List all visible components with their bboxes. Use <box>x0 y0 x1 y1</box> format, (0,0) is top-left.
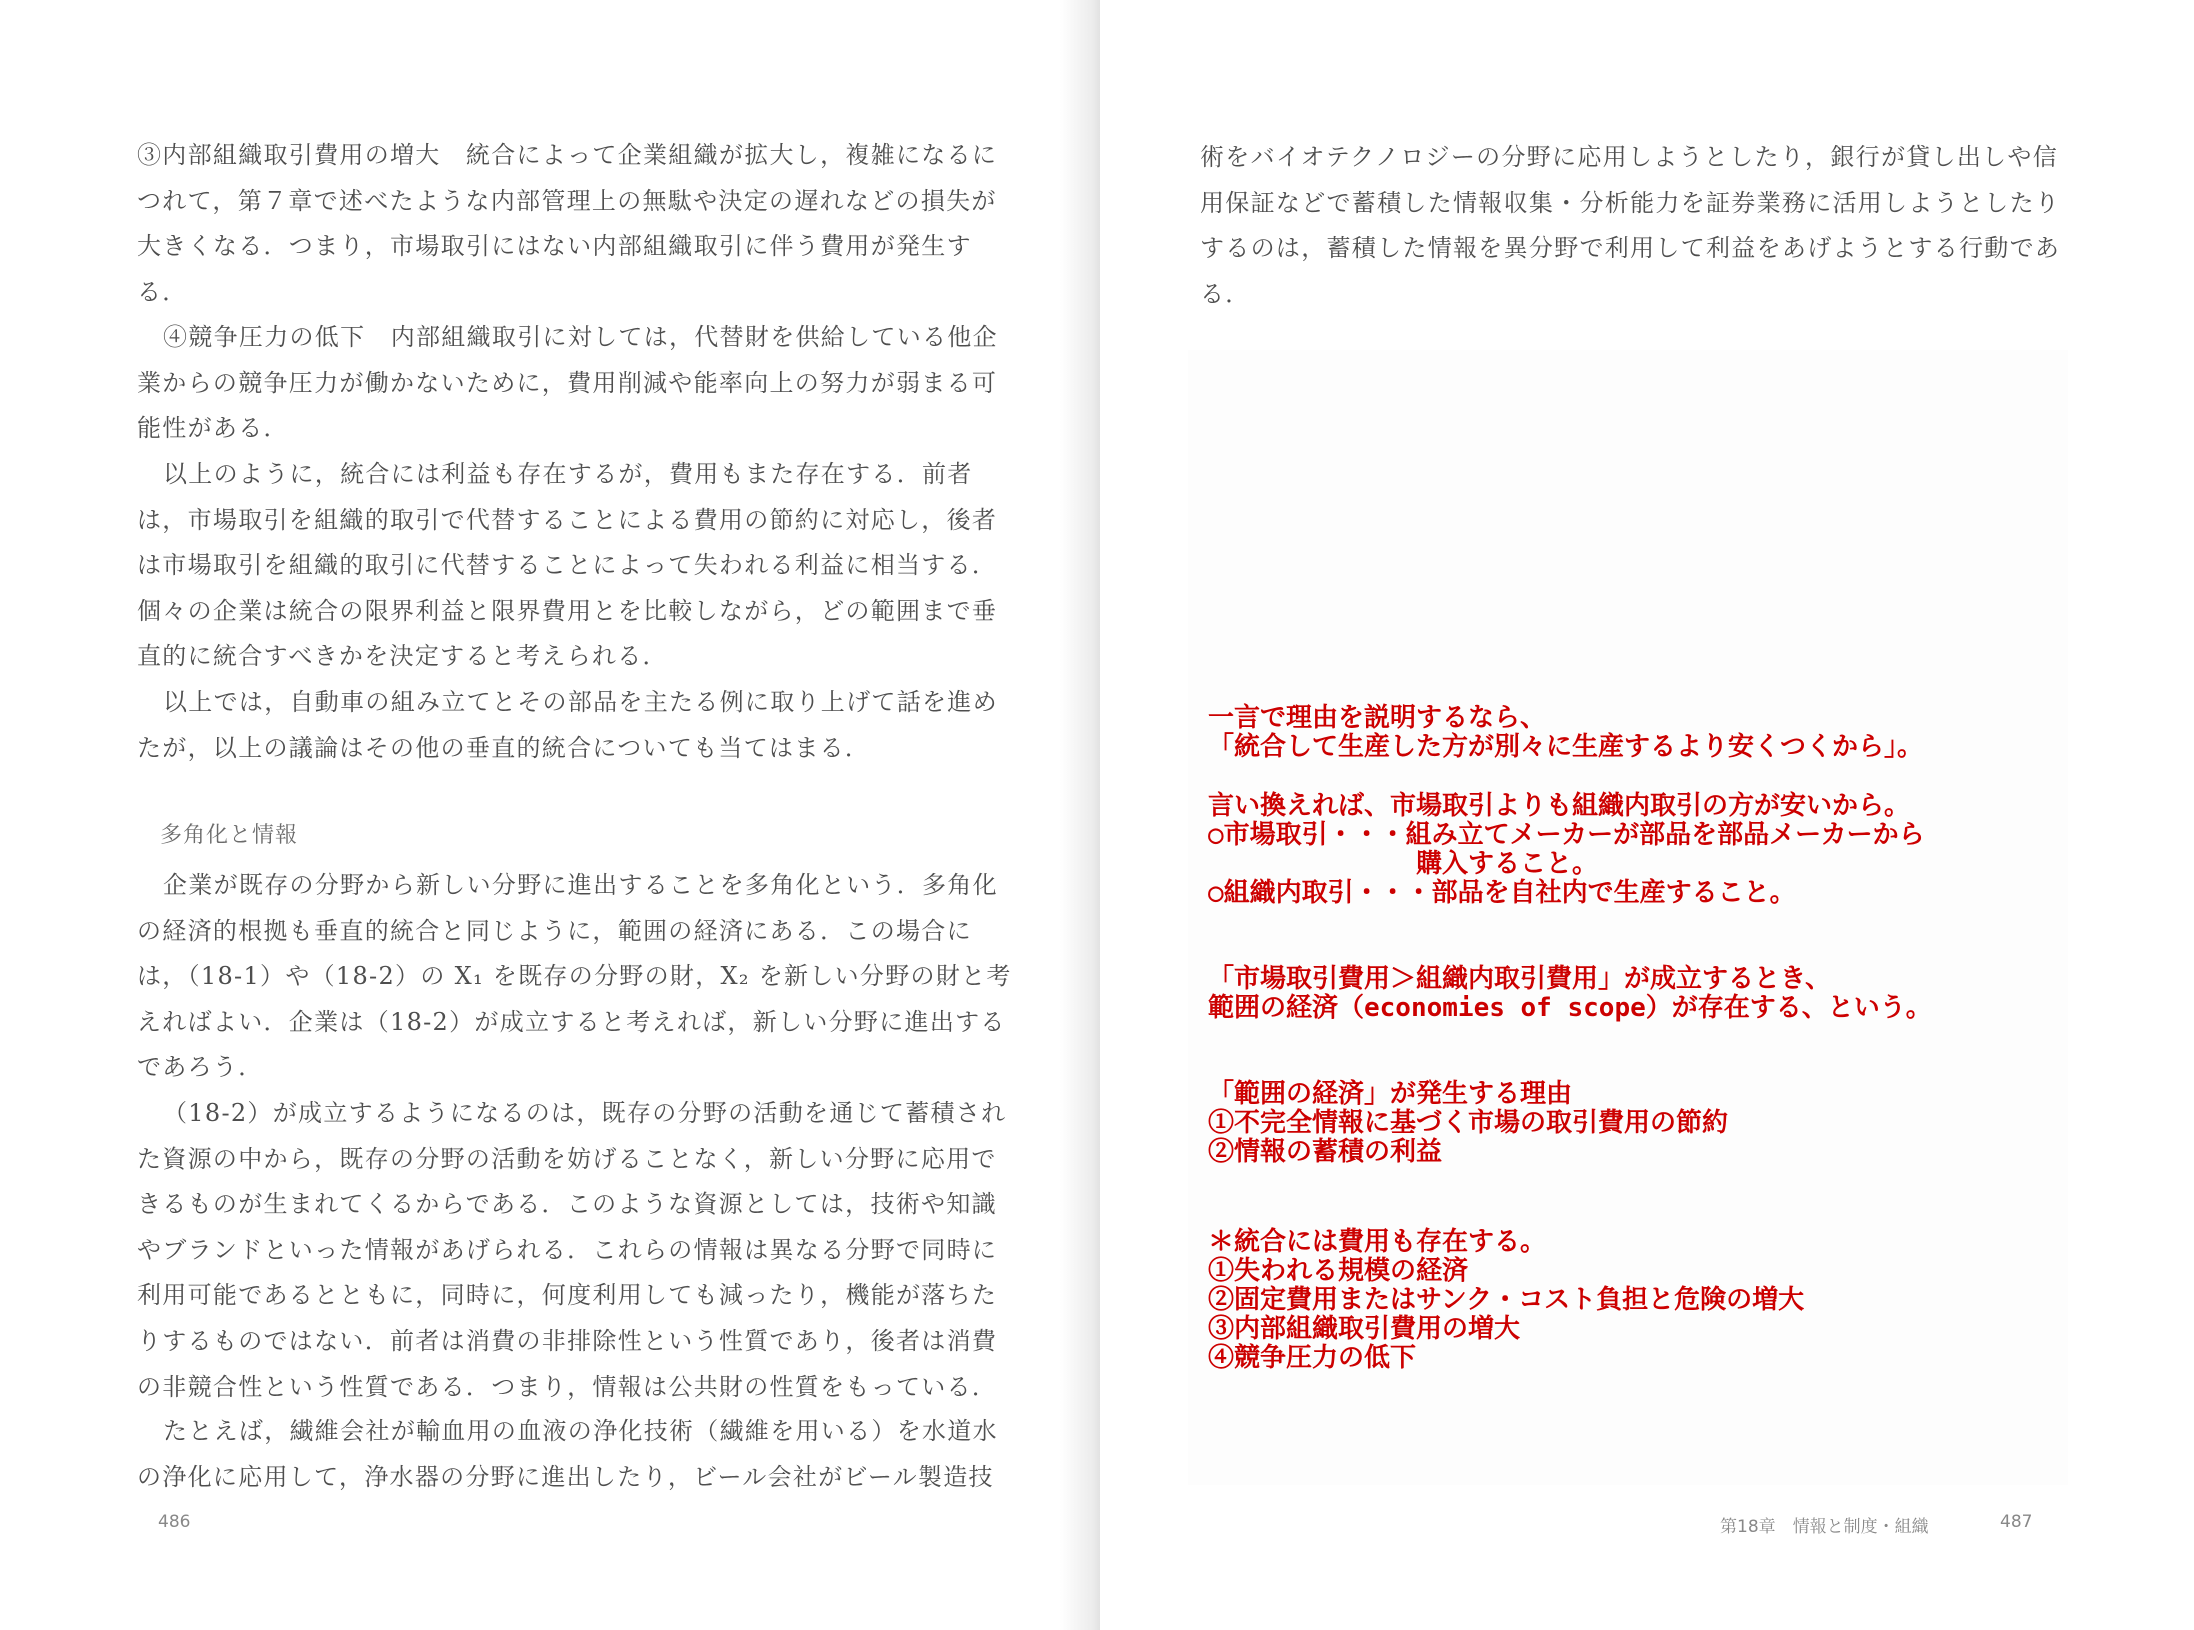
annotation-line: ②情報の蓄積の利益 <box>1208 1137 1443 1167</box>
annotation-line: 言い換えれば、市場取引よりも組織内取引の方が安いから。 <box>1208 791 1911 821</box>
text-line: ③内部組織取引費用の増大 統合によって企業組織が拡大し，複雑になるに <box>137 141 998 169</box>
text-line: 能性がある． <box>137 414 289 443</box>
text-line: つれて，第７章で述べたような内部管理上の無駄や決定の遅れなどの損失が <box>137 186 997 215</box>
annotation-line: ④競争圧力の低下 <box>1208 1343 1417 1373</box>
text-line: （18-2）が成立するようになるのは，既存の分野の活動を通じて蓄積され <box>163 1099 1007 1127</box>
text-line: たとえば，繊維会社が輸血用の血液の浄化技術（繊維を用いる）を水道水 <box>163 1417 998 1445</box>
annotation-line: ①不完全情報に基づく市場の取引費用の節約 <box>1208 1108 1729 1138</box>
text-line: は，市場取引を組織的取引で代替することによる費用の節約に対応し，後者 <box>137 505 998 534</box>
text-line: た資源の中から，既存の分野の活動を妨げることなく，新しい分野に応用で <box>137 1144 997 1173</box>
text-line: る． <box>1200 279 1251 308</box>
text-line: たが，以上の議論はその他の垂直的統合についても当てはまる． <box>137 733 871 762</box>
annotation-line: 「市場取引費用＞組織内取引費用」が成立するとき、 <box>1208 964 1831 994</box>
annotation-line: 一言で理由を説明するなら、 <box>1208 703 1547 733</box>
annotation-line: ＊統合には費用も存在する。 <box>1208 1227 1547 1257</box>
text-line: 以上では，自動車の組み立てとその部品を主たる例に取り上げて話を進め <box>163 688 998 716</box>
section-title: 多角化と情報 <box>160 823 299 848</box>
annotation-line: 「範囲の経済」が発生する理由 <box>1208 1079 1573 1109</box>
text-line: えればよい．企業は（18-2）が成立すると考えれば，新しい分野に進出する <box>137 1007 1006 1036</box>
text-line: の非競合性という性質である．つまり，情報は公共財の性質をもっている． <box>137 1372 998 1401</box>
text-line: りするものではない．前者は消費の非排除性という性質であり，後者は消費 <box>137 1327 998 1355</box>
text-line: きるものが生まれてくるからである．このような資源としては，技術や知識 <box>137 1190 997 1219</box>
annotation-line: ②固定費用またはサンク・コスト負担と危険の増大 <box>1208 1285 1805 1315</box>
annotation-line: ①失われる規模の経済 <box>1208 1256 1469 1286</box>
text-line: 術をバイオテクノロジーの分野に応用しようとしたり，銀行が貸し出しや信 <box>1200 143 2059 171</box>
right-page-number: 487 <box>2000 1512 2033 1532</box>
text-line: 直的に統合すべきかを決定すると考えられる． <box>137 642 668 671</box>
text-line: の浄化に応用して，浄水器の分野に進出したり，ビール会社がビール製造技 <box>137 1462 994 1491</box>
text-line: の経済的根拠も垂直的統合と同じように，範囲の経済にある．この場合に <box>137 916 972 945</box>
annotation-area <box>1188 350 2068 1485</box>
text-line: 業からの競争圧力が働かないために，費用削減や能率向上の努力が弱まる可 <box>137 368 998 397</box>
annotation-line: 「統合して生産した方が別々に生産するより安くつくから」。 <box>1208 732 1924 762</box>
text-line: 用保証などで蓄積した情報収集・分析能力を証券業務に活用しようとしたり <box>1200 188 2061 217</box>
running-footer: 第18章 情報と制度・組織 <box>1720 1517 1929 1537</box>
text-line: 以上のように，統合には利益も存在するが，費用もまた存在する．前者 <box>163 460 973 488</box>
text-line: 利用可能であるとともに，同時に，何度利用しても減ったり，機能が落ちた <box>137 1281 998 1310</box>
text-line: 企業が既存の分野から新しい分野に進出することを多角化という．多角化 <box>163 871 998 899</box>
text-line: やブランドといった情報があげられる．これらの情報は異なる分野で同時に <box>137 1235 998 1264</box>
annotation-line: ③内部組織取引費用の増大 <box>1208 1314 1521 1344</box>
text-line: であろう． <box>137 1053 264 1082</box>
text-line: は，（18-1）や（18-2）の X₁ を既存の分野の財，X₂ を新しい分野の財と考 <box>137 962 1012 991</box>
text-line: る． <box>137 277 188 306</box>
text-line: は市場取引を組織的取引に代替することによって失われる利益に相当する． <box>137 551 998 580</box>
text-line: ④競争圧力の低下 内部組織取引に対しては，代替財を供給している他企 <box>163 323 998 351</box>
annotation-line: 購入すること。 <box>1208 849 1599 879</box>
text-line: するのは，蓄積した情報を異分野で利用して利益をあげようとする行動であ <box>1200 234 2061 263</box>
text-line: 個々の企業は統合の限界利益と限界費用とを比較しながら，どの範囲まで垂 <box>137 596 998 625</box>
annotation-line: ○市場取引・・・組み立てメーカーが部品を部品メーカーから <box>1208 820 1925 850</box>
annotation-line: ○組織内取引・・・部品を自社内で生産すること。 <box>1208 878 1796 908</box>
left-page-number: 486 <box>158 1512 191 1532</box>
annotation-line: 範囲の経済（economies of scope）が存在する、という。 <box>1208 993 1932 1023</box>
text-line: 大きくなる．つまり，市場取引にはない内部組織取引に伴う費用が発生す <box>137 232 972 261</box>
